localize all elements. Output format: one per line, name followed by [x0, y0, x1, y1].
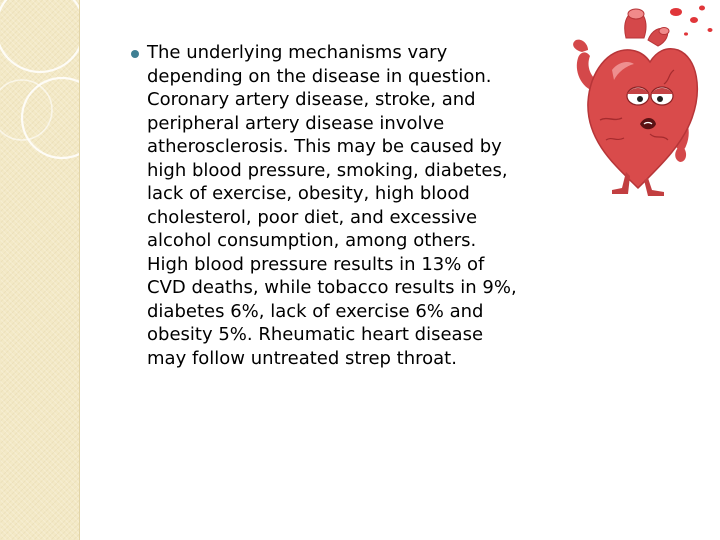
bullet-point: [131, 50, 139, 58]
cartoon-heart-icon: [556, 0, 720, 196]
sad-heart-illustration: [556, 0, 720, 196]
panel-divider: [79, 0, 80, 540]
decorative-circles: [0, 0, 80, 540]
decorative-side-panel: [0, 0, 80, 540]
body-paragraph: The underlying mechanisms vary depending on the disease in question. Coronary artery disease, stroke, and peripheral artery disease involve atherosclerosis. This may be caused by high blood pressure, smoking, diabetes, lack of exercise, obesity, high blood cholesterol, poor diet, and excessive alcohol consumption, among others. High blood pressure results in 13% of CVD deaths, while tobacco results in 9%, diabetes 6%, lack of exercise 6% and obesity 5%. Rheumatic heart disease may follow untreated strep throat.: [147, 42, 517, 369]
